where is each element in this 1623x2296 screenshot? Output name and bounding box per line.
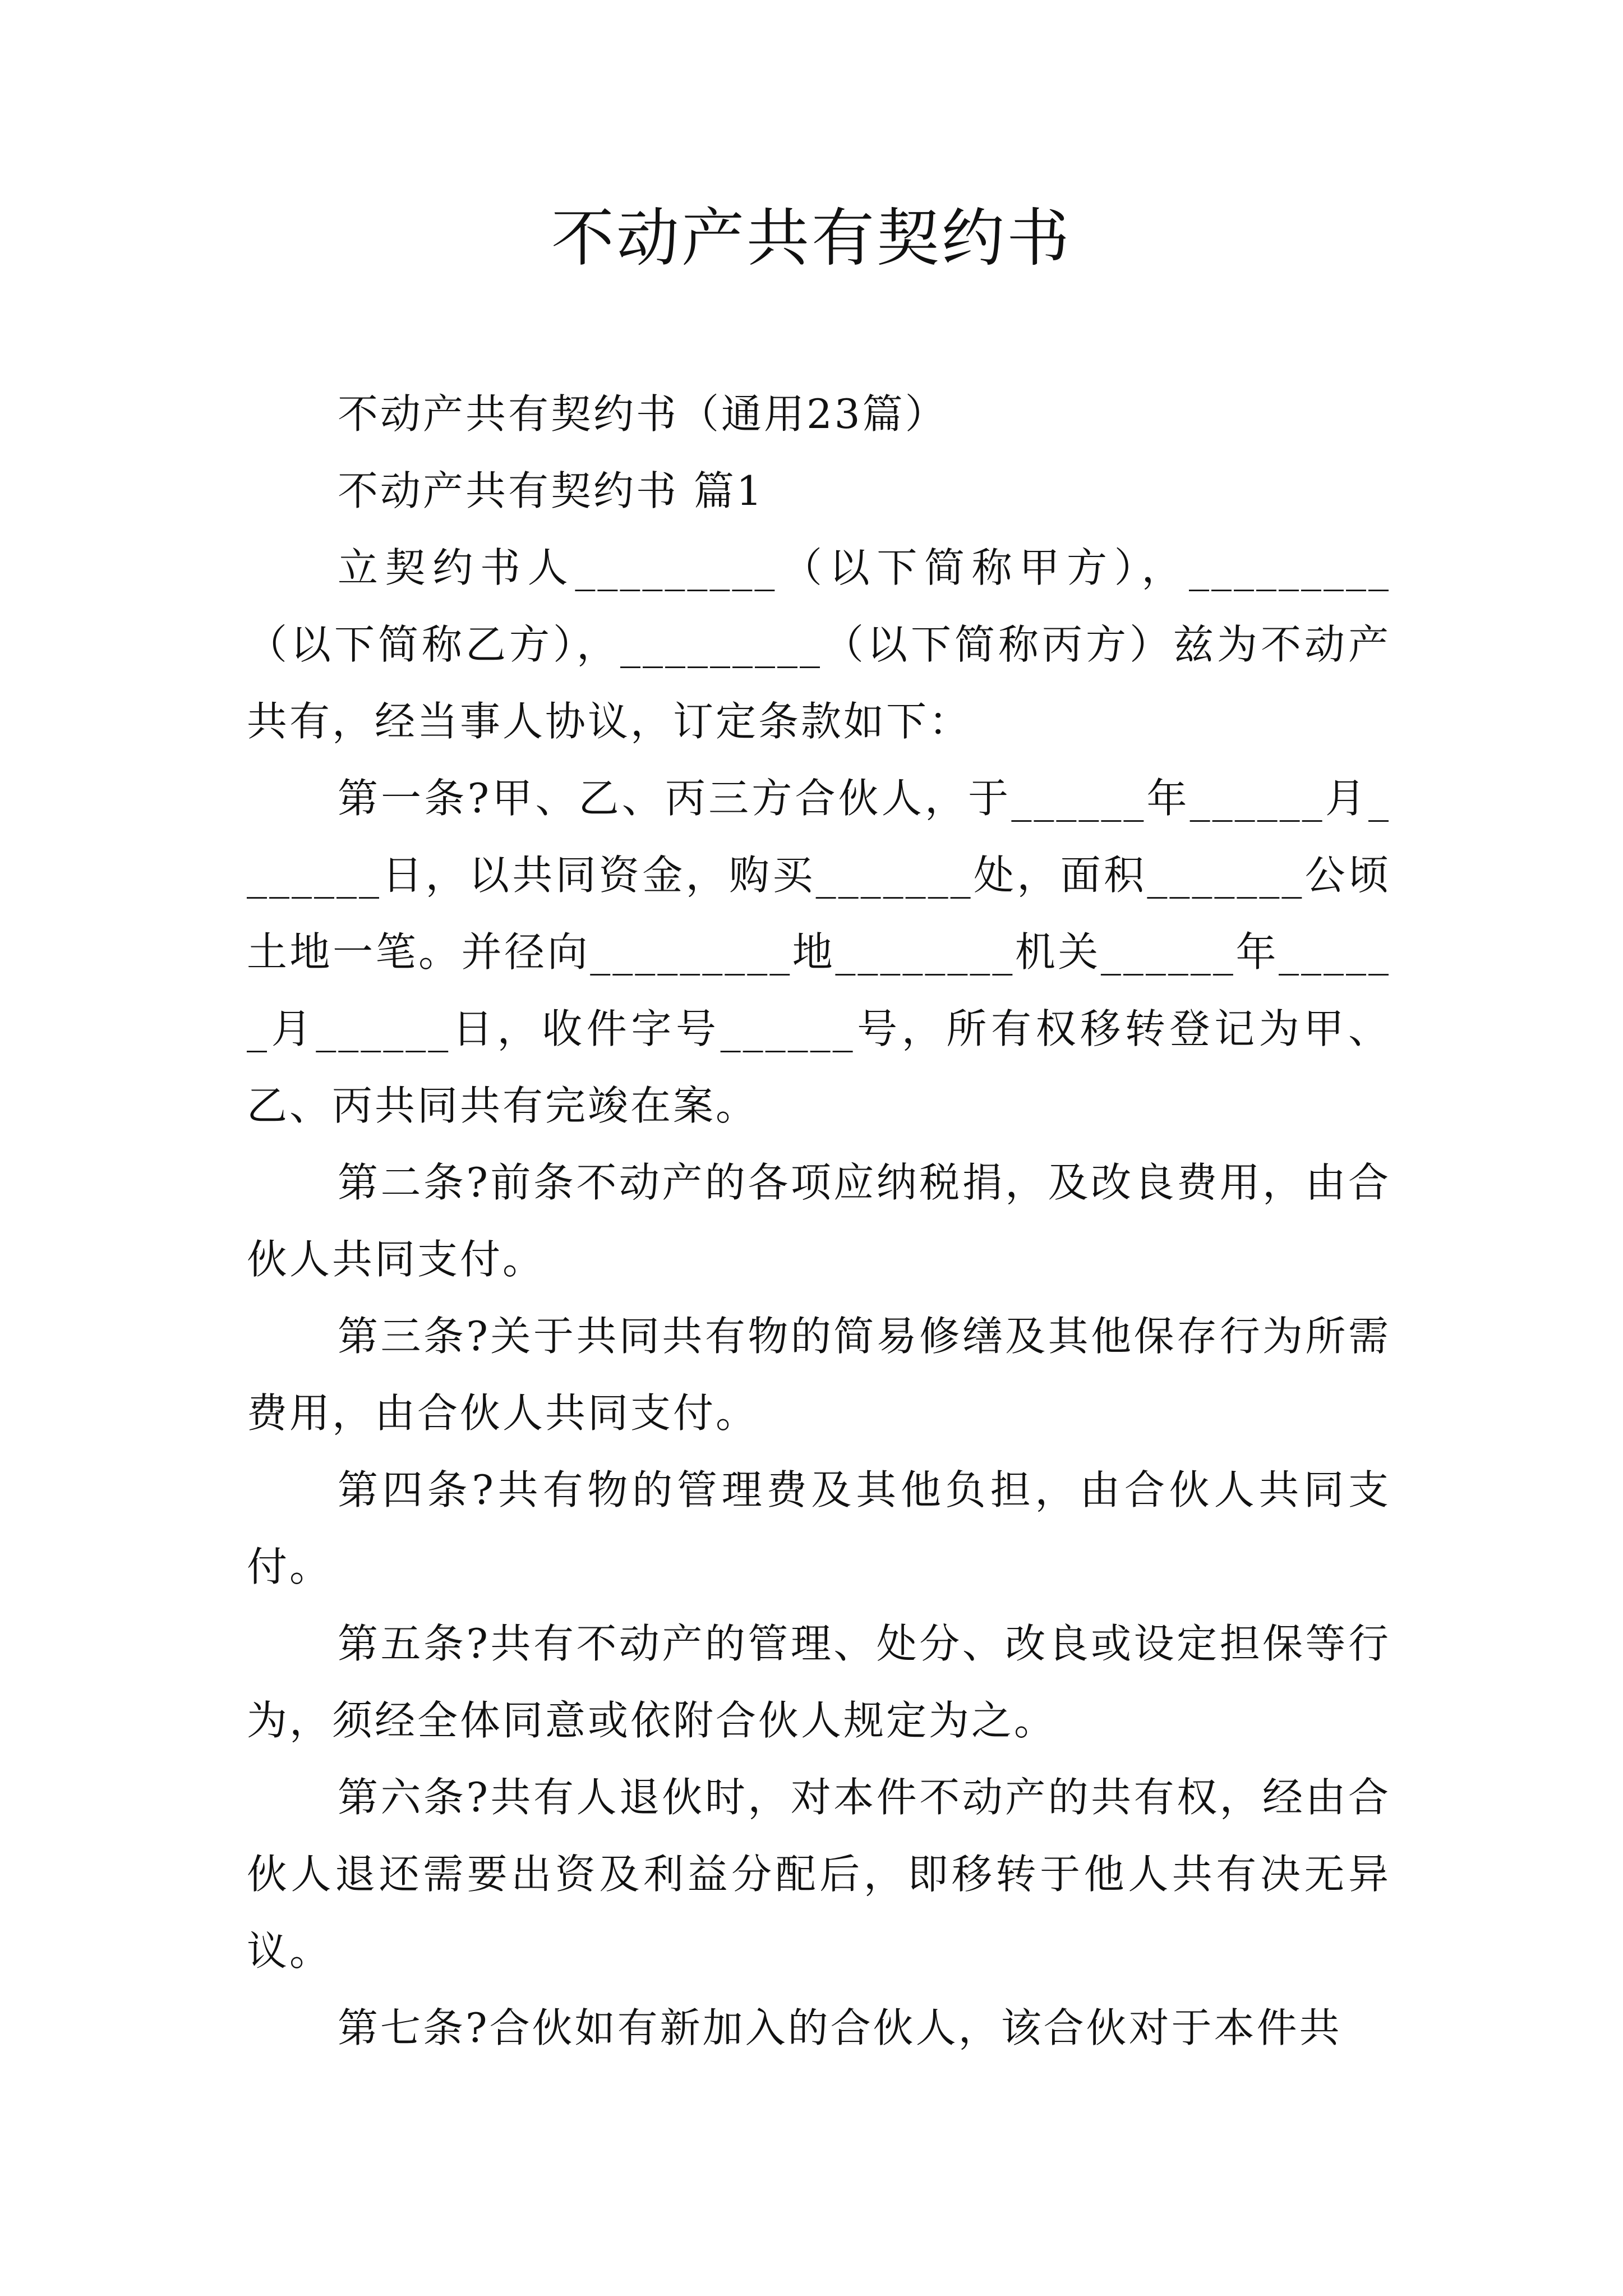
paragraph-subtitle: 不动产共有契约书（通用23篇）: [338, 390, 948, 438]
document-title: 不动产共有契约书: [551, 202, 1072, 275]
paragraph-article-1: 第一条?甲、乙、丙三方合伙人，于______年______月_______日，以共同资金，购买_______处，面积_______公顷土地一笔。并径向_________地________机关______年______月______日，收件字号______号，所有权移转登记为甲、乙、丙共同共有完竣在案。: [247, 775, 1391, 1129]
paragraph-article-3: 第三条?关于共同共有物的简易修缮及其他保存行为所需费用，由合伙人共同支付。: [247, 1313, 1391, 1437]
paragraph-article-6: 第六条?共有人退伙时，对本件不动产的共有权，经由合伙人退还需要出资及利益分配后，即移转于他人共有决无异议。: [247, 1774, 1391, 1975]
paragraph-article-2: 第二条?前条不动产的各项应纳税捐，及改良费用，由合伙人共同支付。: [247, 1159, 1391, 1283]
document-body: [247, 376, 1391, 2067]
paragraph-parties: 立契约书人_________（以下简称甲方），_________（以下简称乙方），_________（以下简称丙方）兹为不动产共有，经当事人协议，订定条款如下：: [247, 544, 1391, 745]
paragraph-article-4: 第四条?共有物的管理费及其他负担，由合伙人共同支付。: [247, 1466, 1391, 1590]
paragraph-article-7: 第七条?合伙如有新加入的合伙人，该合伙对于本件共: [338, 2004, 1342, 2051]
paragraph-article-5: 第五条?共有不动产的管理、处分、改良或设定担保等行为，须经全体同意或依附合伙人规定为之。: [247, 1620, 1391, 1744]
paragraph-section-heading: 不动产共有契约书 篇1: [338, 467, 764, 514]
